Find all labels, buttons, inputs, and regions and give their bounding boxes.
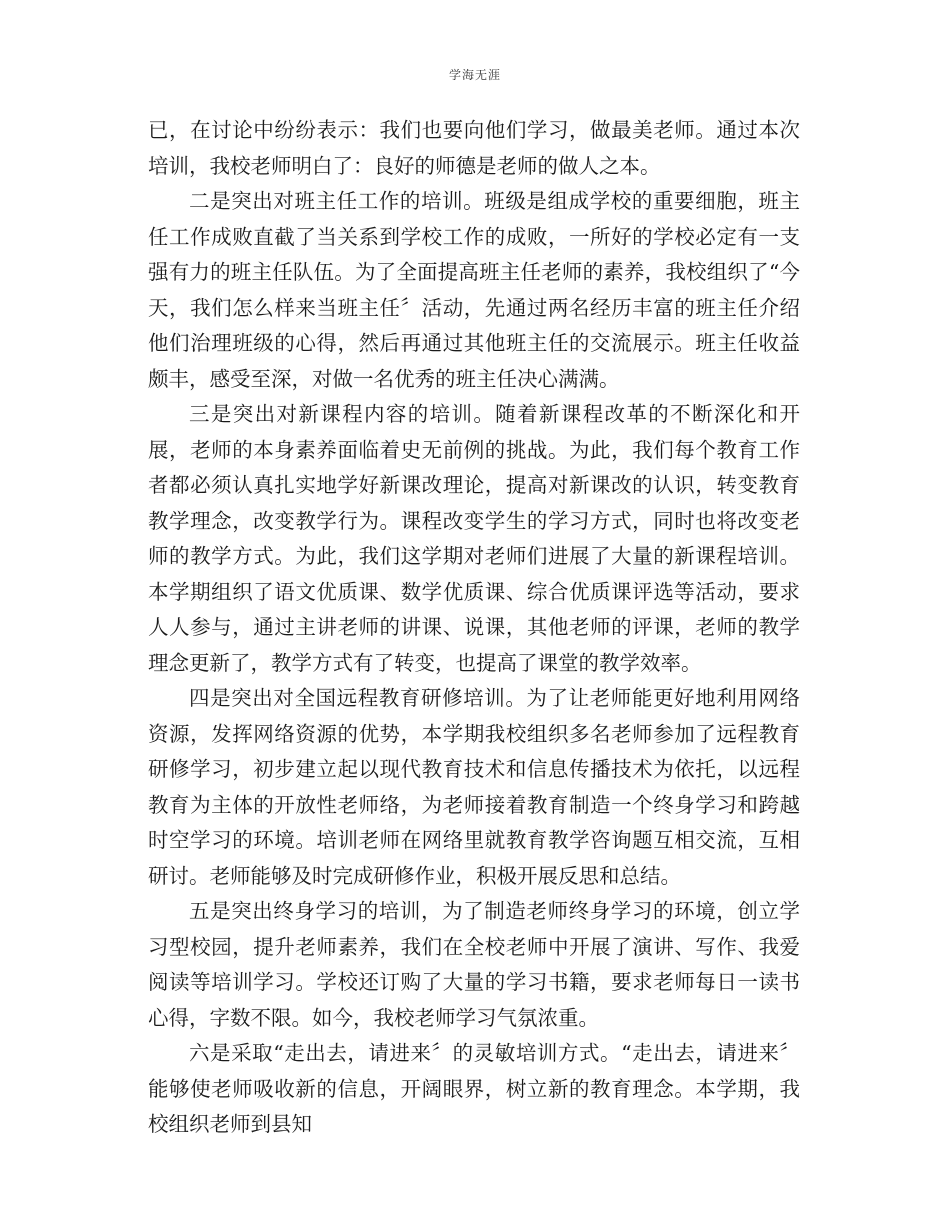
page-header: 学海无涯 [448, 68, 501, 82]
paragraph-lifelong-learning-training: 五是突出终身学习的培训，为了制造老师终身学习的环境，创立学习型校园，提升老师素养，我们在全校老师中开展了演讲、写作、我爱阅读等培训学习。学校还订购了大量的学习书籍，要求老师每日一读书心得，字数不限。如今，我校老师学习气氛浓重。 [148, 899, 800, 1030]
paragraph-head-teacher-training: 二是突出对班主任工作的培训。班级是组成学校的重要细胞，班主任工作成败直截了当关系到学校工作的成败，一所好的学校必定有一支强有力的班主任队伍。为了全面提高班主任老师的素养，我校组织了“今天，我们怎么样来当班主任〞活动，先通过两名经历丰富的班主任介绍他们治理班级的心得，然后再通过其他班主任的交流展示。班主任收益颇丰，感受至深，对做一名优秀的班主任决心满满。 [148, 189, 800, 391]
paragraph-continuation: 已，在讨论中纷纷表示：我们也要向他们学习，做最美老师。通过本次培训，我校老师明白了：良好的师德是老师的做人之本。 [148, 118, 800, 178]
paragraph-remote-education-training: 四是突出对全国远程教育研修培训。为了让老师能更好地利用网络资源，发挥网络资源的优势，本学期我校组织多名老师参加了远程教育研修学习，初步建立起以现代教育技术和信息传播技术为依托，以远程教育为主体的开放性老师络，为老师接着教育制造一个终身学习和跨越时空学习的环境。培训老师在网络里就教育教学咨询题互相交流，互相研讨。老师能够及时完成研修作业，积极开展反思和总结。 [148, 686, 800, 888]
paragraph-go-out-invite-in: 六是采取“走出去，请进来〞的灵敏培训方式。“走出去，请进来〞能够使老师吸收新的信息，开阔眼界，树立新的教育理念。本学期，我校组织老师到县知 [148, 1041, 800, 1136]
paragraph-new-curriculum-training: 三是突出对新课程内容的培训。随着新课程改革的不断深化和开展，老师的本身素养面临着史无前例的挑战。为此，我们每个教育工作者都必须认真扎实地学好新课改理论，提高对新课改的认识，转变教育教学理念，改变教学行为。课程改变学生的学习方式，同时也将改变老师的教学方式。为此，我们这学期对老师们进展了大量的新课程培训。本学期组织了语文优质课、数学优质课、综合优质课评选等活动，要求人人参与，通过主讲老师的讲课、说课，其他老师的评课，老师的教学理念更新了，教学方式有了转变，也提高了课堂的教学效率。 [148, 402, 800, 675]
document-body [148, 113, 800, 1143]
